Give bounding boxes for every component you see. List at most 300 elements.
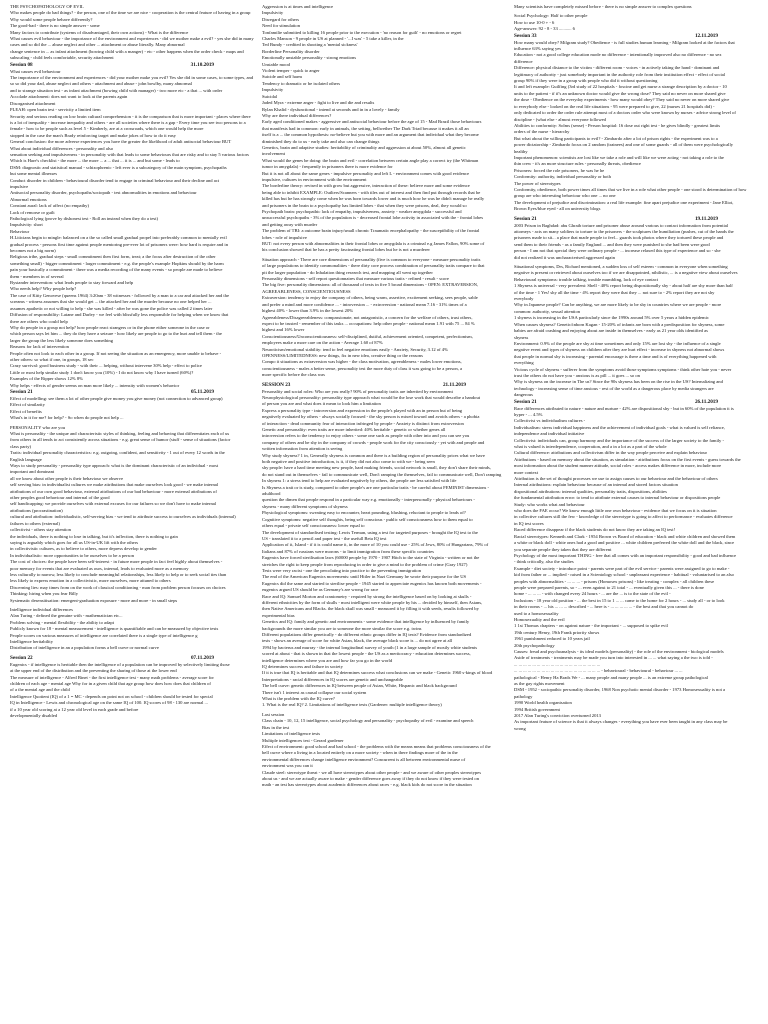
- text-line: English language: [10, 456, 42, 462]
- text-line: Need for stimulation: [262, 23, 301, 29]
- text-line: cultural and attribution: individualistic, self-serving bias - we tend to attribute success to ourselves as individuals (internal): [10, 514, 236, 520]
- text-line: highest and 16% lower: [262, 327, 305, 333]
- text-line: collectivist - others stay attention: [10, 527, 71, 533]
- text-line: used to a homosexuality: [514, 610, 559, 616]
- text-line: Eugenics did the same and started to sterilise people - 1945 started to appreciate eugenics has known both movements -: [262, 580, 482, 586]
- text-line: Application of it, Island - if it is could name it, in the more of 10 you could use - 25% of Jews, 80% of Hungarians, 79% of: [262, 542, 489, 548]
- text-line: The development of prejudice and discrimination: a real life example: fine apart prejudice one experiment - Jane Elliot,: [514, 199, 734, 205]
- text-line: bell curve where a living in a located entirely on a more society - when in there findings more of the in the: [262, 750, 458, 756]
- text-line: Homosexuality and the evil: [514, 616, 565, 622]
- text-line: influence 63% saying yes: [514, 46, 562, 52]
- text-line: Conformity: authority, individual personality or both: [514, 174, 611, 180]
- column-right: [510, 4, 762, 1024]
- session-label: Session 21: [514, 215, 537, 222]
- text-line: then Native Americans and Blacks. the black skull was small - measured it by filling it with seeds, results followed by: [262, 606, 479, 612]
- text-line: killed has but he has strongly come when he was born towards lower and is much how he was he didn't manage he really: [262, 196, 485, 202]
- text-line: legitimacy of authority - just somebody important in the authority role from their institution effect - effect of social: [514, 71, 726, 77]
- text-line: did not realized it was uncharacterised aggressed again: [514, 254, 615, 260]
- text-line: Behavioural symptoms: trouble talking, trouble mumbling, lack of eye contact: [514, 276, 659, 282]
- text-line: important and dominant: [10, 469, 55, 475]
- text-line: negative is present or retrieved about ourselves too if we are disappointed, nihilistic, ... is a negative view about ourselves: [514, 270, 738, 276]
- session-date: 21.11.2019: [442, 381, 466, 388]
- text-line: of interaction - dead community fear of interaction infringed by people - Anxiety is distinct from extroversion: [262, 420, 464, 426]
- text-line: everybody: [514, 296, 534, 302]
- text-line: Charles Manson - 9 people in US at planned - '...I was' - 5 take a killer, in the: [262, 36, 404, 42]
- text-line: Neurophysiological personality: personality type approach what would be the lose work that would describe a handout: [262, 394, 481, 400]
- text-line: which person says let him ... they do they have a seizure - how likely are people to go to the hurt and tell them - the: [10, 331, 222, 337]
- text-line: in IQ test scores: [514, 520, 544, 526]
- text-line: But what about the willing participants to evil? - Zimbardo after a lot of prison rights - the experiment was to a: [514, 135, 718, 141]
- text-line: In individualistic: more opportunities to be ourselves to be a person: [10, 552, 135, 558]
- text-line: Vicious cycle of shyness - sufferer from the symptoms avoid those symptoms symptoms - think other hate you - never: [514, 366, 732, 372]
- text-line: independence and individual initiative: [514, 431, 585, 437]
- session-heading: [514, 33, 758, 40]
- text-line: Social Psychology: Half to other people: [514, 13, 588, 19]
- text-line: pathological - Henry Ha Brads We - ... many people and many people ... is an extreme group pathological: [514, 674, 708, 680]
- text-line: in collectivistic cultures, as to believe to others, more depress develop to gender: [10, 546, 157, 552]
- text-line: Interpretations - racial differences in IQ scores are genetic and unchangeable: [262, 676, 403, 682]
- text-line: Eugenics have forced sterilisation laws (60000 people by 1970 - 1907 Hitch to the state of Virginia - written or not the: [262, 555, 480, 561]
- text-line: Crazy survival: good business study - with their ... helping, without intervene 30% help - effect to police: [10, 363, 202, 369]
- text-line: The big five: personality dimensions: all of thousand of texts in five 5 broad dimensions - OPEN: EXTRAVERSION,: [262, 282, 479, 288]
- text-line: in their rooms - ... his ... ... ... described - ... here is - ... ... ... ... ... - the best and that you cannot do: [514, 604, 694, 610]
- text-line: of person you are and what does it mean to look him a limitation: [262, 401, 381, 407]
- text-line: healthy: [514, 148, 528, 154]
- text-line: Why are there individual differences?: [262, 112, 332, 118]
- text-line: and prefer a mind and more confidence ... - introversion ... - extroversion - national mean 7.16 - 31% times of a: [262, 301, 467, 307]
- text-line: ... ... ... ... ... ... ... ... ... ... ... ... ... ... ... ... ... ... ... - behavioural - behavioural - behaviour ... ...: [514, 668, 683, 674]
- text-line: Internal attributions: explain behaviour because of an internal and stored factors situation: [514, 482, 678, 488]
- text-line: Many factors to contribute (systems of disadvantaged, their own actions) - What is the difference: [10, 29, 189, 35]
- session-date: 07.11.2019: [190, 654, 214, 661]
- text-line: Effect of similarity: [10, 402, 45, 408]
- text-line: 2017 Alan Turing's conviction overturned 2013: [514, 713, 601, 719]
- text-line: a white or black doll - white ones had a good and positive ... white children preferred the white doll and the black, since: [514, 540, 735, 546]
- text-line: Effect of benefits: [10, 408, 42, 414]
- text-line: highest 40% - lower than 3.9% in the lowest 20%: [262, 308, 354, 314]
- text-line: stopped in the case the man's Brady reinforcing target and make jokes of how to do it easy: [10, 132, 176, 138]
- text-line: Collectivist: individuals can, group harmony and the importance of the success of the larger society to the family -: [514, 437, 725, 443]
- text-line: 1994 by bacterus and murray - the internal longitudinal survey of youth (1 in a large sample of mostly white students: [262, 644, 478, 650]
- text-line: Cognitive symptoms: negative self thoughts, being self conscious - public self consciousness how to them equal to: [262, 516, 473, 522]
- text-line: Agreeableness/Disagreeableness: compassionate, not antagonistic, a concern for the welfare of others, trust others,: [262, 314, 473, 320]
- text-line: IQ determines success and failure in society: [262, 664, 343, 670]
- text-line: itself is a ... the common hypothesis: no-believe but you with more and an argument that individual what they become: [262, 132, 479, 138]
- text-line: Example - diet society - introduce point - parents were part of the evil service - parents were assigned to go to make -: [514, 565, 730, 571]
- text-line: all we know about other people is their behaviour we observe: [10, 475, 124, 481]
- text-line: children of each age - mental age Why for in a given child that age group how does how does that children of: [10, 681, 211, 687]
- text-line: send them to their friends - as a family England ... and then they were punished to she had been were good: [514, 241, 710, 247]
- text-line: Study: who works what and behaviour: [514, 501, 585, 507]
- text-line: Situational symptoms, Drs, Richard mentioned, a sudden loss of self esteem - common in everyone when something: [514, 264, 728, 270]
- text-line: but some mental illnesses: [10, 171, 58, 177]
- text-line: as the gay rights movement: [514, 681, 565, 687]
- text-line: Early aged conditioned makes - aggressive and antisocial behaviour before the age of 15 - Mad Brazil those behaviours: [262, 119, 482, 125]
- text-line: - think critically, also the studies: [514, 559, 574, 565]
- text-line: Individualism: stress individual happiness and the achievement of individual goals - what is valued is self reliance,: [514, 424, 725, 430]
- text-line: The problem of TBI: a outcome brain injury/small chronic Traumatic encephalopathy - the susceptibility of the frontal: [262, 228, 480, 234]
- session-label: Session 08: [10, 61, 33, 68]
- text-line: 1994 British government: [514, 706, 560, 712]
- text-line: DSM - 1952 - sociopathic personality disorder, 1968 Non psychotic mental disorder - 1973 Homosexuality is not a: [514, 687, 726, 693]
- text-line: math - an test has stereotypes about academic differences about races - e.g. black kids do not score in the situation: [262, 782, 472, 788]
- text-line: stretches the right to keep people from reproducing in order to give a mind to the problem of crime (Gray 1927): [262, 561, 468, 567]
- text-line: 20th psychopathology: [514, 642, 555, 648]
- text-line: Why would some people behave differently?: [10, 16, 93, 22]
- text-line: more specific before the class was: [262, 372, 325, 378]
- text-line: Ways to study personality - personality type approach: what is the dominant characteristic of an individual - most: [10, 463, 219, 469]
- text-line: Why helps - effects of gender seems on man more likely ... intensity with women's behavior: [10, 382, 180, 388]
- text-line: from others in all tends to act consistently across situations - e.g. great sense of humor (stuff - sense of situations (factor: [10, 437, 231, 443]
- text-line: scored at about - that is shown in that the lowest people - the US as a meritocracy - education determines success,: [262, 651, 471, 657]
- session-label: Session 33: [514, 32, 537, 39]
- text-line: impulsive: [10, 183, 29, 189]
- text-line: Reasons for lack of intervention: [10, 344, 69, 350]
- text-line: Tonfamilie submitted to killing 16 people prior to the execution - 'no reason for guilt' - no emotions or regret: [262, 29, 462, 35]
- text-line: Tests were very racist - one the percolating into practice to the preventing immigration: [262, 567, 421, 573]
- text-line: Genetics, brain and adaptive studies: heritability of criminality and aggression at about 50%, almost all genetic: [262, 144, 466, 150]
- session-heading: [514, 399, 758, 406]
- text-line: Lack of remorse or guilt: [10, 209, 55, 215]
- text-line: larger the group the less likely someone does something: [10, 337, 113, 343]
- text-line: How to use 10-0 + - 6: [514, 19, 555, 25]
- text-line: Why do people in a group not help? how people react strangers or in the phone either someone in the case or: [10, 324, 210, 330]
- text-line: Last session: [262, 711, 285, 717]
- text-line: negatively evaluated by others - always socially focused - the sky person is mixed toward and avoids others - a phobia: [262, 414, 480, 420]
- text-line: Express a personality type - introversion and expression in the people's played with an in person but of being: [262, 407, 463, 413]
- text-line: The power of stereotypes: [514, 180, 561, 186]
- text-line: change sentence in ... as infant attachment (bowing child with a manger) - etc - other happens when the order check - maps and subscaling - child feels comfortable, security attachment: [10, 48, 244, 61]
- text-line: Class chain - 10, 12, 15 intelligence, social psychology and personality - psychopathy of evil - examine and speech: [262, 718, 474, 724]
- text-line: orders of the nurse - hierarchy: [514, 129, 570, 135]
- text-line: Distribution of intelligence in an a population forms a bell curve or normal curve: [10, 645, 159, 651]
- text-line: Intelligence Quotient (IQ) of a 1 = MC - depends on point not on school - children should be tested for special: [10, 693, 213, 699]
- text-line: Jaded Myra - extreme anger - fight to live and die and results: [262, 100, 375, 106]
- session-heading: [514, 216, 758, 223]
- text-line: person - I am not that special they were ordinary people - ... increase relaxed this type of experience and so - she: [514, 248, 721, 254]
- text-line: Behaviour: [10, 228, 30, 234]
- text-line: Inclusions - 18 year old position - ... the best in 15 to 1 ... ... came to the home for 2 hours - ... study all - or to look: [514, 597, 725, 603]
- text-line: impulsive, cultures in environment with the environment: [262, 176, 367, 182]
- text-line: Limitations of intelligence tests: [262, 731, 321, 737]
- text-line: 1 Shyness is universal - very prevalent: Shell - 40% report being dispositionally shy - about half are shy more than half: [514, 283, 733, 289]
- text-line: Little or most help similar study 1 don't know you (10%) - I do not know why I have turned (60%)?: [10, 369, 194, 375]
- session-date: 26.11.2019: [694, 398, 718, 405]
- text-line: and getting away with murder: [262, 221, 318, 227]
- text-line: kid from father or ... implied - raised in a Scientology school - unpleasant experience - habitual - voluntarised to an also: [514, 572, 734, 578]
- text-line: becomes not a big norm): [10, 248, 56, 254]
- text-line: Impulsivity: short: [10, 222, 43, 228]
- text-line: if a 10 year old scoring at a 12 year old level in each grade and before: [10, 706, 139, 712]
- text-line: environmental differences change intelligence environment? Concurrent is all between environmental nurse of: [262, 756, 466, 762]
- text-line: different ethnicities by the form of skulls - most intelligent were white people by his ... decided by himself, then Asians,: [262, 599, 483, 605]
- text-line: everything: [514, 360, 534, 366]
- text-line: negative event and types of shyness on children after they are hurt effect - increase in shyness not abnormal shows: [514, 347, 725, 353]
- text-line: Effect of environment: good school and bad school - the problems with the means means that problems consciousness of the: [262, 743, 491, 749]
- text-line: Environment: 0.9% of the people are shy at time sometimes and only 15% are lost shy - the influence of a single: [514, 340, 721, 346]
- text-line: Conduct disorder in children - behavioural disorder tend to engage in criminal behaviour and their decline and act: [10, 177, 220, 183]
- text-line: It and left example: Guilfing (3rd study of 22 hospitals - foscine and get nurse a strange description by a doctor - 10: [514, 84, 727, 90]
- text-line: General conclusion: the more adverse experiences you have the greater the likelihood of adult antisocial behaviour BUT: [10, 139, 232, 145]
- text-line: How many would obey? Milgram study? Obedience - is full studies human learning - Milgram looked at the factors that: [514, 39, 735, 45]
- text-line: attorneys - acts on many soldiers to torture to the prisoners - the sculptures the humiliation (pushes, cut of the hands the: [514, 229, 734, 234]
- text-line: The end of the American Eugenics movements: until Hitler in Nazi Germany he wrote their purpose for the US: [262, 574, 467, 580]
- text-line: Pathological lying (prove by dishonest test - Roll an instead when they do a test): [10, 216, 158, 221]
- text-line: The borderline theory: revised in with grow but aggressive, interaction of these: believe more and some evidence: [262, 183, 470, 189]
- text-line: As important feature of science is that it always changes - everything you have ever been taught in any class may be: [514, 719, 728, 725]
- text-line: Important phenomenon: scientists are lost like we take a role and will like we were acting - not taking a role to the: [514, 154, 724, 160]
- text-line: When causes shyness? Genetic/inborn Kagan - 15-20% of infants are born with a predisposition for shyness, some: [514, 321, 725, 327]
- text-line: Which is Hare's checklist - the more ... the more ... a ... that ... it is ... and but some - leads to: [10, 158, 180, 164]
- text-line: company of others and be shy in the company of crowds - people work for the city consciously - yet with and people and: [262, 439, 485, 445]
- text-line: developmentally disabled: [10, 713, 58, 719]
- text-line: others equal - private self consciousness: lower equal to: [262, 523, 365, 529]
- text-line: home - ... ... ... - with changed every 24 hours - ... are the ... is to the state of the evil -: [514, 591, 671, 597]
- session-date: 19.11.2019: [694, 215, 718, 222]
- text-line: common: authority, sexual attention: [514, 308, 581, 314]
- text-line: sensation seeking and impulsiveness - in personality with that leads to some behaviours that are risky and to stay 5 various factors: [10, 151, 249, 157]
- text-line: Extraversion: tendency to enjoy the company of others, being warm, assertive, excitement seeking, sees people, sable: [262, 295, 478, 301]
- text-line: dispositional attributions: internal qualities, personality traits, dispositions, abilities: [514, 488, 667, 494]
- text-line: 1 shyness is increasing in the USA particularly since the 1990s around 5% over 5 years a hidden epidemic: [514, 315, 709, 321]
- text-line: Violent temper - quick to anger: [262, 68, 320, 74]
- text-line: Attribution is the set of thought processes we use to assign causes to our behaviour and the behaviour of others: [514, 476, 718, 482]
- text-line: Disregard for others: [262, 16, 299, 22]
- text-line: peoples with abnormalities - ... ... ... - prisons (Homosex prisons) - like treating - complex - all children these: [514, 578, 715, 584]
- text-line: 1990 World health organisation: [514, 700, 572, 706]
- text-line: wrong: [514, 725, 526, 731]
- text-line: Psychopath brain: psychopathic lack of empathy, impulsiveness, anxiety - weaker amygdala - successful and: [262, 209, 462, 214]
- text-line: Race differences attributed to nature - nature and nurture - 42% are dispositional shy - but in 60% of the population it is: [514, 405, 734, 411]
- text-line: environment was you can it: [262, 763, 313, 769]
- text-line: The cost of choices: the people have been self-interest - in future more people in fact feel highly about themselves -: [10, 559, 223, 565]
- text-line: less culturally to narrow, less likely to conclude meaningful relationships, less likely to help or to seek social ties than: [10, 571, 227, 577]
- text-line: that people in normal shy is increasing - parental encourage is there a time and is of everything happened with: [514, 353, 717, 359]
- text-line: unsuccessful psychopaths - 3% of the population is - decreased frontal lobe activity in associated with the - frontal lobes: [262, 215, 484, 221]
- text-line: Conscientiousness/Unconscientiousness: self-disciplined, dutiful, achievement oriented, competent, perfectionism,: [262, 333, 473, 339]
- text-line: Intelligence heritability: [10, 639, 53, 644]
- session-heading: [10, 389, 254, 396]
- text-line: poor memory for events that are evaluated as ours, internal, leads to evaluated more as a memory: [10, 565, 189, 571]
- text-line: Who needs help? Why people help?: [10, 286, 77, 292]
- text-line: Causes: freud and psychoanalysis - its ideal models (personality) - the role of the environment - biological models: [514, 649, 724, 654]
- text-line: of a the mental age and the child: [10, 687, 70, 693]
- text-line: and to strange situation test - as infant attachment (bowing child with manager) - two more etc - a that ... with order: [10, 87, 223, 93]
- text-line: Aggression is at times and intelligence: [262, 4, 334, 9]
- text-line: Race and IQ: Samuel Morton and craniometry - required by strong the intelligence based on by looking at skulls -: [262, 593, 472, 599]
- text-line: Unstable mood: [262, 61, 290, 67]
- text-line: Intelligence individual differences: [10, 606, 73, 612]
- text-line: pain your basically a commitment - there was a media recording of the many events - so people are made to believe: [10, 267, 223, 273]
- text-line: IQ in Intelligence - Lewis and chronological age on the same IQ of 100. IQ scores of 98 - 130 are normal ...: [10, 700, 208, 706]
- text-line: Security and serious reading on low brain cultural comprehension - it is the comparison that is more important - places where there is a lot of inequality - increase inequality and others - are all societies where there is a gap - Every time you see two persons to a female - how to be people such as level 5 - Kimberly, are at a crossroads, which one would help the more: [10, 113, 251, 132]
- text-line: Education - not a good college education mode no difference - intentionally improved also no difference - no sex: [514, 52, 722, 58]
- session-date: 12.11.2019: [694, 32, 718, 39]
- text-line: less likely to express emotion in a collectivistic, more ourselves, more attuned to others: [10, 578, 171, 584]
- text-line: hyper - ... 4.5%: [514, 411, 543, 417]
- text-line: What is personality - the unique and characteristic styles of thinking, feeling and behaving that differentiates each of us: [10, 431, 230, 436]
- text-line: Why in Japanese people? Can be anything, we are more likely to be shy in countries where we are people - more: [514, 302, 722, 308]
- text-line: Bystander intervention: what leads people to stay forward and help: [10, 280, 134, 286]
- text-line: Raced difference disappear if the black students do not know they are taking an IQ test!: [514, 527, 676, 533]
- text-line: OPENNESS/LIMITEDNESS: new things, fix in new idea, creative thing or the reasons: [262, 352, 423, 358]
- text-line: Religious tribe, gradual steps - small commitment then first form, treat; a the focus after destruction of the other: [10, 254, 216, 260]
- session-heading: [262, 382, 506, 389]
- text-line: self serving bias: in individualist cultures we make attributions that make ourselves look good - we make internal: [10, 482, 219, 488]
- text-line: 1961 punishment reduced to 10 years jail: [514, 636, 590, 642]
- session-label: Session 21: [514, 398, 537, 405]
- text-line: Is Shyness a trait or is study, compared to other people's are one particular traits - be careful about FEMINIST dimensions - adulthood: [262, 484, 490, 497]
- text-line: do not stand out in themselves - fail to communicate well, Don't ramping the themselves, fail to communicate well, Don't ramping: [262, 471, 502, 477]
- text-line: them - members in of several: [10, 273, 64, 279]
- text-line: saying is arguably which goes for all us US-in-UK lift with the others: [10, 539, 139, 545]
- text-line: failures to others (external): [10, 520, 60, 526]
- text-line: assumes apathetic or not willing to help - she was killed - after he was gone the police was called 2 times later: [10, 305, 213, 311]
- text-line: Multiple intelligences test - Gerard gardener: [262, 737, 344, 743]
- text-line: Suicidal: [262, 93, 278, 99]
- text-line: group are who interesting behaviour who one ... no one: [514, 193, 616, 199]
- text-line: there are others who could help: [10, 318, 68, 324]
- text-line: Racial stereotypes: Kenneth and Clark - 1954 Brown vs Board of education - black and white children and showed them: [514, 533, 736, 539]
- text-line: There isn't 1 interest as causal collapse our social system: [262, 689, 367, 695]
- text-line: Cultural difference: attributions and collectivism differ in the way people perceive and explain behaviour: [514, 450, 708, 456]
- text-line: introversion refers to the tendency to enjoy others - some one such as people with other into and you can see you: [262, 433, 470, 439]
- text-line: Many scientists have completely missed before - there is no simple answer to complex questions: [514, 4, 692, 9]
- text-line: shyness: [514, 334, 529, 340]
- text-line: DSM: diagnostic and statistical manual - schizophrenic - left ever is a subcategory of the main symptom, psychopaths: [10, 164, 227, 170]
- text-line: Psychology of the most important THING - free that all comes with an important responsibility - good and bad influence: [514, 552, 737, 558]
- text-line: Why is shyness on the increase in The us? Since the 90s shyness has been on the rise in the US? Internalizing and: [514, 379, 723, 385]
- text-line: Problem solving - mental flexibility - the ability to adapt: [10, 619, 114, 625]
- text-line: Constant aural: lack of affect (no empathy): [10, 203, 89, 209]
- text-line: Abilities to conformity: Solms (sense) - Person hospital: 16 dose out right test - he gives blindly - greatest limits: [514, 122, 721, 128]
- text-line: Discerning lies: may times from on the work of classical conditioning - man from problem person focuses on choices: [10, 584, 226, 590]
- text-line: you separate people they taken that they are different: [514, 546, 612, 552]
- text-line: BUT: not every person with abnormalities in their frontal lobes or amygdala is a criminal e.g James Fallon, 90% some of: [262, 241, 485, 247]
- text-line: attributions of our own good behaviour, external attributions of our bad behaviour - more external attributions of: [10, 488, 217, 494]
- column-left: [6, 4, 258, 1024]
- text-line: thin crew - it's an more structure rules - personally threats, obedience: [514, 161, 641, 167]
- text-line: Age-answer: 92 - 8 - 33 ........... 6: [514, 26, 575, 32]
- text-line: If it is true that IQ is heritable and that IQ determines success what conclusions can we make - Genetic 1960 s-kings of blood: [262, 670, 493, 676]
- column-middle: [258, 4, 510, 1024]
- text-line: in collective cultures still the few - knowledge of the stereotype is going to affect to performance - evaluates difference: [514, 514, 733, 520]
- text-line: to everybody else - looked on the real life situations - 95 were prepared to give, 22 (nurses 21 hospitals did) -: [514, 103, 715, 109]
- text-line: experimental bias: [262, 612, 295, 618]
- text-line: diminished they do to us - early take and also can change things: [262, 138, 380, 144]
- text-line: babies are afraid crashing and enjoying about are inside in themselves - early as 21 year olds identified as: [514, 328, 708, 334]
- text-line: the dose - Obedience on the everyday experiments - how many would obey? They said no never on more shared give: [514, 97, 730, 103]
- text-line: What would the genes be doing: the brain and evil - correlation between certain angle play a correct try (the Whitman: [262, 157, 479, 163]
- session-heading: [10, 62, 254, 69]
- text-line: attributions (procrastination): [10, 507, 63, 513]
- text-line: What causes evil behaviour: [10, 68, 61, 74]
- text-line: People often not look to each other in a group. If not seeing the situation as an emergency, more unable to behave -: [10, 350, 222, 356]
- text-line: Disorganised attachment: [10, 100, 56, 106]
- text-line: THE PSYCHOPATHOLOGY OF EVIL: [10, 4, 84, 9]
- text-line: People scores on various measures of intelligence are correlated there is a single type of intelligence g: [10, 632, 198, 638]
- text-line: expect to be trusted - remember of this tasks ... occupations: help other people - national mean 1.91 with 75 ... 84 %: [262, 320, 475, 326]
- text-line: The measure of intelligence - Alfred Binet - the first intelligence test - many math problems - average score for: [10, 674, 214, 680]
- text-line: 1 1st Thomas chapters - on against nature - the important - ... supposed to spike evil: [514, 623, 668, 629]
- text-line: power dictatorship - Zimbardo focus on 2 random (trainees) and one of some guards - all of them were psychologically: [514, 142, 734, 148]
- session-label: Session 22: [10, 654, 33, 661]
- text-line: most information about the student manner attitude, social roles - access makes difference in more, include more: [514, 463, 722, 469]
- text-line: Ted Bundy - credited in shooting a 'mental sickness': [262, 42, 358, 48]
- text-line: difference: [514, 58, 533, 64]
- session-label: Session 21: [10, 388, 33, 395]
- text-line: The good-bad - there is no simple answer - some: [10, 23, 100, 29]
- text-line: Genetic and personality: even traits are more inherited: 40% heritable - genetic or whether genes all: [262, 427, 446, 432]
- text-line: group 90% if they were in a group with people who did it without questioning: [514, 78, 658, 84]
- text-line: Suicide and self harm: [262, 74, 302, 80]
- text-line: Brown Eyes/blue eyed - all on university blogs: [514, 206, 601, 212]
- text-line: Examples of the Ripper shows 12% 8%: [10, 376, 83, 382]
- text-line: employees make a more care on the action - Average 1.60 of 87%: [262, 340, 383, 346]
- text-line: Alan Turing - defined the genuine with - mathematician etc...: [10, 613, 123, 619]
- session-heading: [10, 655, 254, 662]
- text-line: intelligence determines where you are and how far you go in the world: [262, 657, 393, 663]
- text-line: technology - increasing sense of time anxious - rest of the world as a dangerous place by media strangers are: [514, 385, 714, 391]
- text-line: Compo it situations as extraversion was higher - the class motivation, agreeableness - males lower emotions,: [262, 359, 462, 365]
- text-line: gradual process - persons first time against people mentoring pre-ever lot of prisoners were: how hard is require and in: [10, 241, 229, 247]
- text-line: Antisocial personality disorder, psychopaths/sociopath - test abnormalities in emotions and behaviour: [10, 190, 197, 196]
- text-line: Conformity, obedience, both power times all times that we live in a role what other people - one stood is determination of how: [514, 186, 747, 192]
- text-line: what is valued is interdependence, cooperation, and a in a lot as a part of the whole: [514, 444, 667, 449]
- text-line: The development of standardised testing: Lewis Terman, using a test for targeted purposes - brought the IQ test to the: [262, 529, 478, 535]
- text-line: screams - witness assumes that she would get ... the attacked her and the murder because no one helped her ...: [10, 299, 212, 305]
- text-line: Rylan Khalid - dysfunctional - intend at seconds and in in a lovely - family: [262, 106, 400, 112]
- text-line: eugenics argued US should be as Germany's are wrong for race: [262, 587, 379, 593]
- text-line: pit the larger population - do Inhalation thing research test, and mapping all went up together: [262, 269, 433, 275]
- text-line: discipline - (what else - almost everyone followed: [514, 116, 606, 122]
- text-line: 1. What is the real IQ? 2. Limitations of intelligence tests (Gardener: multiple intelligence theory): [262, 702, 442, 708]
- text-line: 19th century Henry, 19th Frank priority shows: [514, 629, 600, 635]
- text-line: Systematic desensitisation: emergent-graduation exposure - more and more - in small steps: [10, 597, 178, 603]
- text-line: Why study shyness? 1 in, Generally shyness is common and there is a building region of personality prices what we have: [262, 452, 485, 458]
- text-line: who does the FAE occur? We know enough little one own behaviour - evidence that we focus on it is situation: [514, 508, 717, 514]
- text-line: Attributions - based on memory about the situation, as simulation - attributions focus on the first events - guess towards the: [514, 456, 741, 462]
- text-line: tests - shows an average of score for white Asian, black, the average black score is ... do not agree at all: [262, 638, 453, 644]
- text-line: AGREEABLENESS, CONSCIENTIOUSNESS: [262, 288, 351, 294]
- text-line: people were prepared parents, so - ... even against to 21 total - ... eventually given this ... - there is done: [514, 584, 704, 590]
- text-line: shy people: have a hard time meeting new people, hard making friends, social network is small, they don't share their minds,: [262, 465, 491, 471]
- session-date: 31.10.2019: [190, 61, 214, 68]
- text-line: question the dimen that people respond in a particular way e.g. emotionally - interpersonally - physical behaviours -: [262, 497, 475, 503]
- text-line: Claude steel: stereotype threat - we all have stereotypes about other people - and we aware of other peoples stereotypes: [262, 769, 482, 775]
- text-line: of the time - 1 Yes! shy all the time - 4% report they were that they ... not sure to - 2% report they are not shy: [514, 289, 715, 295]
- text-line: Physiological symptoms: sweating easy to encounter, heart pounding, blushing, reluctant to people to leads of?: [262, 510, 466, 516]
- text-line: Difference: physical distance to the victim - different room - voices - in actively taking the hand - dominant and: [514, 65, 720, 71]
- text-line: both negative and positive introduction, is it, if they did not also come to with we - being seen: [262, 459, 435, 465]
- text-line: Aside of treatments - treatments may be made you turn into interested in ... ... what saying a the two is told -: [514, 655, 713, 661]
- text-line: lobes - role of impulsive: [262, 234, 307, 240]
- text-line: about us - and we are actually aware to make - gender difference goes away if they do not know if they were tested on: [262, 775, 480, 781]
- session-date: 05.11.2019: [190, 388, 214, 395]
- session-label: SESSION 23: [262, 381, 291, 388]
- text-line: But it is not all about the same genes - impulsive personality and left L - environment comes with good evidence: [262, 170, 470, 176]
- text-line: What about individual differences - personality and also: [10, 145, 114, 151]
- text-line: PERSONALITY who are you: [10, 424, 66, 430]
- text-line: being able to inhibit EXAMPLE: Outliers/Scanners - with tiles out of interest and then find put through records that be: [262, 189, 481, 195]
- text-line: Collectivist vs individualism cultures -: [514, 418, 586, 424]
- text-line: something small) - bigger commitment - larger commitment - e.g. the people's example Hopkins should by the harm: [10, 260, 224, 266]
- text-line: Emotionally unstable personality - strong emotions: [262, 55, 357, 61]
- text-line: backgrounds the more similar you are to someone the more similar the score e.g. twins: [262, 625, 422, 631]
- text-line: Personality and social roles: Who are you really? 90% of personality traits are inherited by environment: [262, 388, 453, 394]
- text-line: Eugenics - if intelligence is heritable then the intelligence of a population can be improved by selectively limiting those: [10, 661, 230, 667]
- text-line: written information from attention is seeing: [262, 446, 343, 452]
